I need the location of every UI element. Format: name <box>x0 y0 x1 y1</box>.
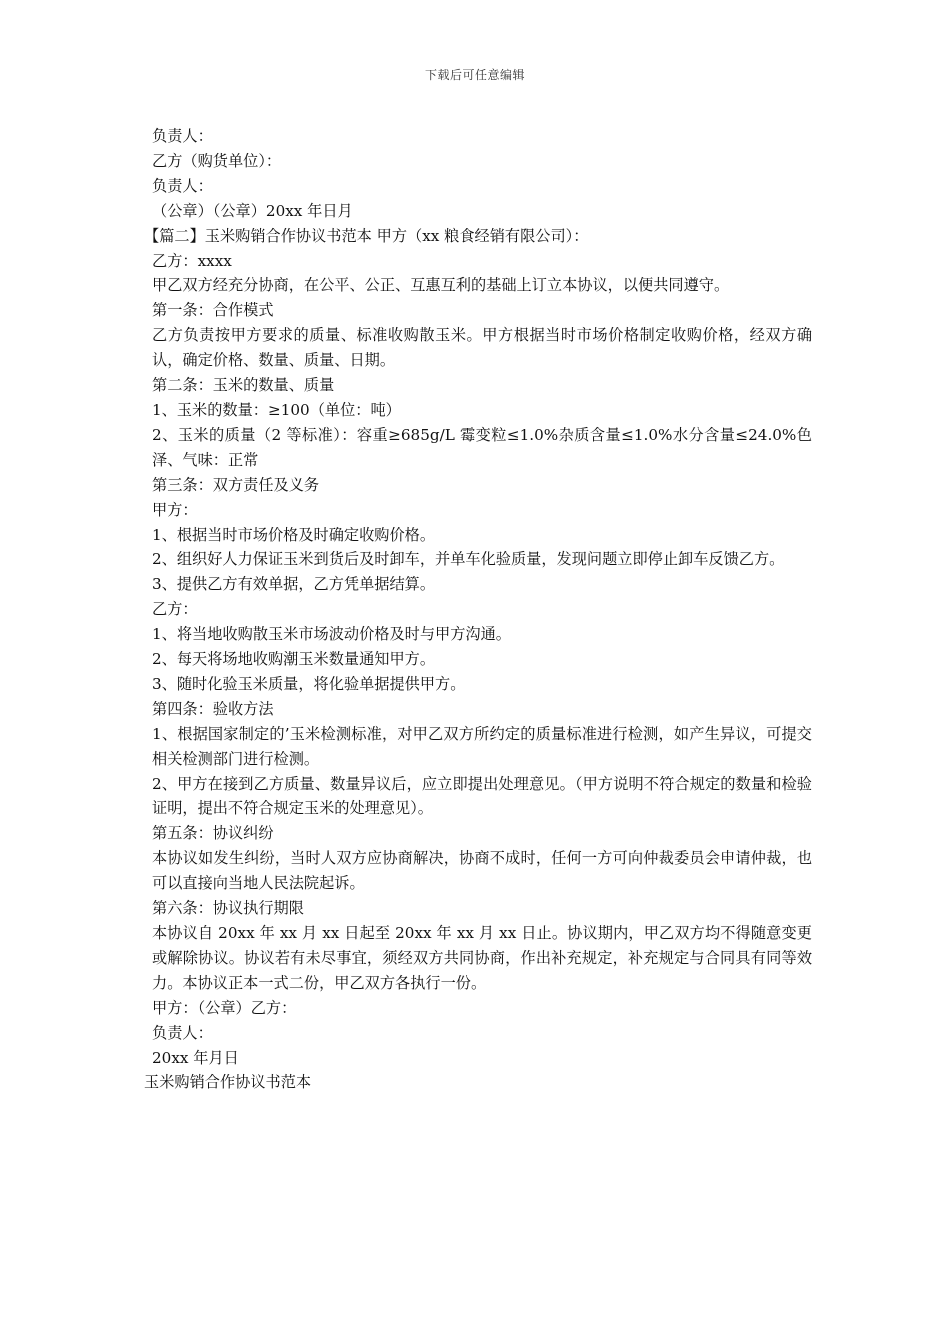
term-paragraph: 本协议自 20xx 年 xx 月 xx 日起至 20xx 年 xx 月 xx 日止。协议期内，甲乙双方均不得随意变更或解除协议。协议若有未尽事宜，须经双方共同协商，作出补充规定，补充规定与合同具有同等效力。本协议正本一式二份，甲乙双方各执行一份。 <box>152 924 812 992</box>
party-a-duty-1: 1、根据当时市场价格及时确定收购价格。 <box>152 525 436 544</box>
party-a-label: 甲方： <box>152 500 198 519</box>
article-five-heading: 第五条：协议纠纷 <box>152 824 274 843</box>
article-two-heading: 第二条：玉米的数量、质量 <box>152 376 335 395</box>
party-b-purchaser: 乙方（购货单位）： <box>152 151 282 170</box>
article-one-paragraph: 乙方负责按甲方要求的质量、标准收购散玉米。甲方根据当时市场价格制定收购价格，经双方确认，确定价格、数量、质量、日期。 <box>152 326 812 370</box>
party-b-name: 乙方：xxxx <box>152 251 232 270</box>
signatory-label-3: 负责人： <box>152 1023 213 1042</box>
party-b-duty-3: 3、随时化验玉米质量，将化验单据提供甲方。 <box>152 674 466 693</box>
document-footer-title: 玉米购销合作协议书范本 <box>144 1073 312 1092</box>
article-three-heading: 第三条：双方责任及义务 <box>152 475 320 494</box>
party-b-duty-1: 1、将当地收购散玉米市场波动价格及时与甲方沟通。 <box>152 625 511 644</box>
corn-quality-item: 2、玉米的质量（2 等标准）：容重≥685g/L 霉变粒≤1.0%杂质含量≤1.0%水分含量≤24.0%色泽、气味：正常 <box>152 425 812 469</box>
document-body <box>144 124 812 1095</box>
section-two-title: 【篇二】玉米购销合作协议书范本 甲方（xx 粮食经销有限公司）： <box>144 226 589 245</box>
inspection-item-1: 1、根据国家制定的’玉米检测标准，对甲乙双方所约定的质量标准进行检测，如产生异议，可提交相关检测部门进行检测。 <box>152 724 812 768</box>
party-b-label: 乙方： <box>152 600 198 619</box>
signatory-label-2: 负责人： <box>152 176 213 195</box>
article-four-heading: 第四条：验收方法 <box>152 699 274 718</box>
inspection-item-2: 2、甲方在接到乙方质量、数量异议后，应立即提出处理意见。（甲方说明不符合规定的数量和检验证明，提出不符合规定玉米的处理意见）。 <box>152 774 812 818</box>
seal-date-line: （公章）（公章）20xx 年日月 <box>152 201 353 220</box>
signature-date-line: 20xx 年月日 <box>152 1048 239 1067</box>
party-a-duty-2: 2、组织好人力保证玉米到货后及时卸车，并单车化验质量，发现问题立即停止卸车反馈乙方。 <box>152 550 785 569</box>
party-b-duty-2: 2、每天将场地收购潮玉米数量通知甲方。 <box>152 650 436 669</box>
signature-parties-line: 甲方：（公章）乙方： <box>152 998 297 1017</box>
party-a-duty-3: 3、提供乙方有效单据，乙方凭单据结算。 <box>152 575 436 594</box>
preamble-paragraph: 甲乙双方经充分协商，在公平、公正、互惠互利的基础上订立本协议，以便共同遵守。 <box>152 276 730 295</box>
article-six-heading: 第六条：协议执行期限 <box>152 899 304 918</box>
article-one-heading: 第一条：合作模式 <box>152 301 274 320</box>
corn-quantity-item: 1、玉米的数量：≥100（单位：吨） <box>152 400 401 419</box>
page-header-note: 下载后可任意编辑 <box>424 68 525 82</box>
signatory-label-1: 负责人： <box>152 127 213 145</box>
dispute-paragraph: 本协议如发生纠纷，当时人双方应协商解决，协商不成时，任何一方可向仲裁委员会申请仲裁，也可以直接向当地人民法院起诉。 <box>152 849 812 893</box>
